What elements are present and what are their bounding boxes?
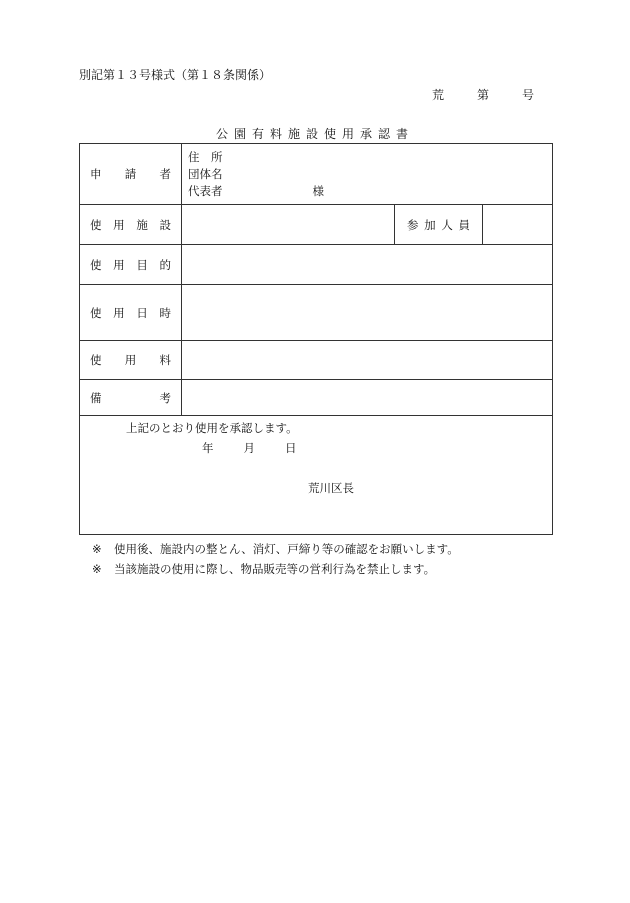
note-item: [92, 541, 459, 557]
approval-form-table: [79, 143, 553, 535]
label-char: 参: [407, 217, 419, 232]
label-char: 設: [159, 217, 171, 232]
label-char: 用: [113, 305, 125, 320]
label-char: 施: [136, 217, 148, 232]
approval-date: [202, 440, 297, 456]
month-label: 月: [243, 441, 255, 455]
representative-row: [188, 183, 546, 200]
label-char: 考: [159, 390, 171, 405]
note-item: [92, 561, 435, 577]
approval-row: [80, 416, 553, 535]
label-char: 者: [159, 167, 171, 181]
form-number: 別記第１３号様式（第１８条関係）: [79, 68, 272, 82]
approval-statement: 上記のとおり使用を承認します。: [126, 421, 298, 435]
remarks-label-cell: [80, 380, 182, 416]
remarks-row: [80, 380, 553, 416]
facility-label: [80, 217, 181, 233]
document-number: [432, 86, 444, 103]
purpose-row: [80, 245, 553, 285]
participants-label-cell: [395, 205, 483, 245]
page-title: 公園有料施設使用承認書: [215, 127, 414, 141]
applicant-row: [80, 144, 553, 205]
label-char: 用: [124, 353, 137, 367]
note-text: 当該施設の使用に際し、物品販売等の営利行為を禁止します。: [114, 562, 436, 576]
label-char: 使: [90, 353, 102, 367]
label-char: 人: [441, 217, 453, 232]
address-label: 住 所: [188, 149, 223, 164]
document-number-dai: [477, 86, 489, 103]
doc-number-go-label: 号: [522, 88, 535, 102]
label-char: 備: [90, 390, 102, 405]
remarks-value-cell[interactable]: [182, 380, 553, 416]
representative-label: 代表者: [188, 183, 223, 198]
datetime-label: [80, 305, 181, 321]
label-char: 的: [159, 257, 171, 272]
document-number-go: [522, 86, 534, 103]
note-mark: ※: [92, 562, 102, 576]
fee-label-cell: [80, 341, 182, 380]
label-char: 用: [113, 217, 125, 232]
label-char: 使: [90, 305, 102, 320]
fee-value-cell[interactable]: [182, 341, 553, 380]
label-char: 時: [159, 305, 171, 320]
group-name-label: 団体名: [188, 166, 223, 181]
purpose-label: [80, 257, 181, 273]
label-char: 使: [90, 257, 102, 272]
datetime-value-cell[interactable]: [182, 285, 553, 341]
datetime-label-cell: [80, 285, 182, 341]
note-text: 使用後、施設内の整とん、消灯、戸締り等の確認をお願いします。: [114, 542, 459, 556]
label-char: 加: [424, 217, 436, 232]
participants-label: [395, 217, 482, 233]
label-char: 用: [113, 257, 125, 272]
purpose-value-cell[interactable]: [182, 245, 553, 285]
fee-row: [80, 341, 553, 380]
fee-label: [80, 352, 181, 368]
applicant-label: [80, 166, 181, 182]
label-char: 員: [458, 217, 470, 232]
facility-label-cell: [80, 205, 182, 245]
facility-row: [80, 205, 553, 245]
label-char: 目: [136, 257, 148, 272]
datetime-row: [80, 285, 553, 341]
label-char: 使: [90, 217, 102, 232]
label-char: 日: [136, 305, 148, 320]
remarks-label: [80, 390, 181, 406]
participants-value-cell[interactable]: [483, 205, 553, 245]
purpose-label-cell: [80, 245, 182, 285]
issuer-name: 荒川区長: [308, 481, 354, 495]
applicant-label-cell: [80, 144, 182, 205]
honorific-label: 様: [312, 183, 324, 198]
year-label: 年: [202, 441, 214, 455]
note-mark: ※: [92, 542, 102, 556]
doc-number-dai-label: 第: [477, 88, 490, 102]
applicant-value-cell[interactable]: [182, 144, 553, 205]
label-char: 申: [90, 167, 102, 181]
day-label: 日: [285, 441, 297, 455]
facility-value-cell[interactable]: [182, 205, 395, 245]
approval-cell: [80, 416, 553, 535]
doc-number-prefix: 荒: [432, 88, 445, 102]
label-char: 請: [124, 167, 137, 181]
label-char: 料: [159, 353, 171, 367]
